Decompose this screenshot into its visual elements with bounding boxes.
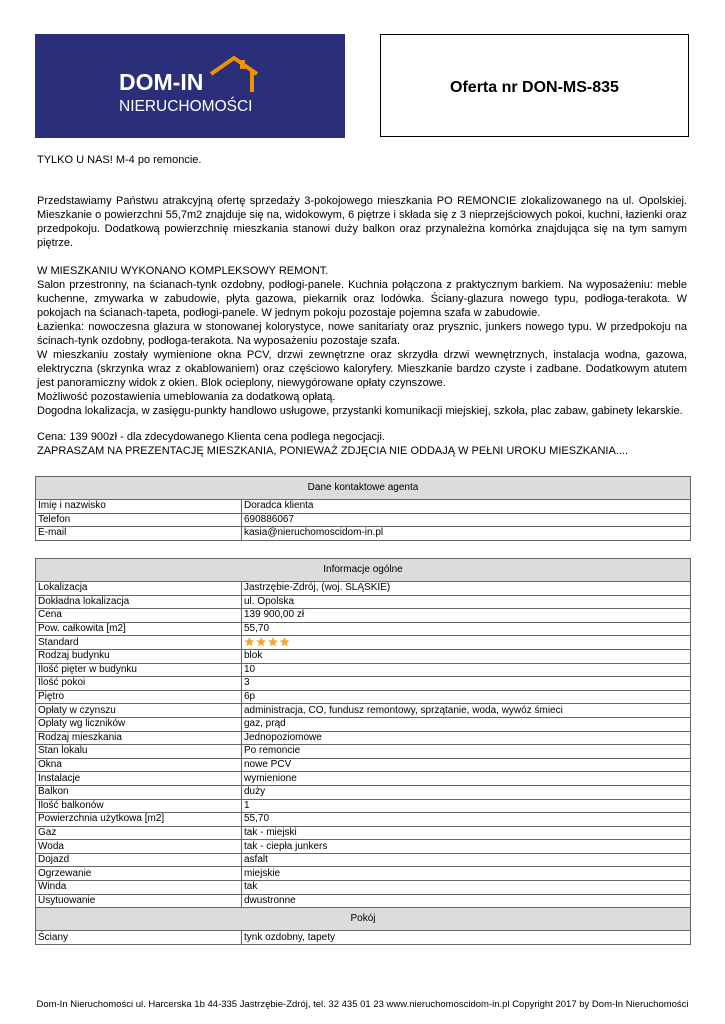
table-row xyxy=(36,867,691,881)
info-value: Po remoncie xyxy=(242,745,691,759)
info-label: Rodzaj mieszkania xyxy=(36,731,242,745)
table-row xyxy=(36,785,691,799)
offer-title: Oferta nr DON-MS-835 xyxy=(450,78,619,96)
renovation-line: Łazienka: nowoczesna glazura w stonowanej kolorystyce, nowe sanitariaty oraz prysznic, junkers nowego typu. W przedpokoju na ścinach-tynk ozdobny, podłoga-terakota. Na wyposażeniu pozostaje szafa. xyxy=(37,321,687,347)
renovation-line: W MIESZKANIU WYKONANO KOMPLEKSOWY REMONT. xyxy=(37,265,329,277)
price-line: Cena: 139 900zł - dla zdecydowanego Klienta cena podlega negocjacji. xyxy=(37,431,385,443)
renovation-line: Salon przestronny, na ścianach-tynk ozdobny, podłogi-panele. Kuchnia połączona z praktycznym barkiem. Na wyposażeniu: meble kuchenne, zmywarka w zabudowie, płyta gazowa, piekarnik oraz lodówka. Ściany-glazura nowego typu, podłoga-terakota. W pokojach na ścianach-tapeta, podłogi-panele. W jednym pokoju pozostaje pojemna szafa w zabudowie. xyxy=(37,279,687,319)
info-value: 55,70 xyxy=(242,813,691,827)
table-row xyxy=(36,677,691,691)
info-label: Ilość balkonów xyxy=(36,799,242,813)
general-info-table xyxy=(35,558,691,945)
headline-text xyxy=(37,153,687,167)
room-heading: Pokój xyxy=(36,908,691,931)
table-row xyxy=(36,500,691,514)
table-row xyxy=(36,931,691,945)
table-row xyxy=(36,881,691,895)
info-value: ul. Opolska xyxy=(242,595,691,609)
renovation-paragraph xyxy=(37,264,687,418)
info-label: Ogrzewanie xyxy=(36,867,242,881)
info-value: dwustronne xyxy=(242,894,691,908)
table-row xyxy=(36,649,691,663)
info-value: gaz, prąd xyxy=(242,717,691,731)
info-label: Okna xyxy=(36,758,242,772)
contact-heading: Dane kontaktowe agenta xyxy=(36,477,691,500)
info-label: Winda xyxy=(36,881,242,895)
info-label: Dojazd xyxy=(36,853,242,867)
table-row xyxy=(36,527,691,541)
renovation-line: Możliwość pozostawienia umeblowania za dodatkową opłatą. xyxy=(37,391,336,403)
info-label: Piętro xyxy=(36,690,242,704)
table-row xyxy=(36,704,691,718)
info-label: Gaz xyxy=(36,826,242,840)
contact-table xyxy=(35,476,691,541)
contact-label: E-mail xyxy=(36,527,242,541)
headline: TYLKO U NAS! M-4 po remoncie. xyxy=(37,154,202,166)
star-icon: ★ xyxy=(267,635,279,649)
table-row xyxy=(36,663,691,677)
info-label: Ilość pięter w budynku xyxy=(36,663,242,677)
offer-number-box xyxy=(380,34,689,137)
info-label: Ilość pokoi xyxy=(36,677,242,691)
info-value: nowe PCV xyxy=(242,758,691,772)
table-row xyxy=(36,799,691,813)
info-value: tak - miejski xyxy=(242,826,691,840)
info-label: Powierzchnia użytkowa [m2] xyxy=(36,813,242,827)
contact-value: 690886067 xyxy=(242,513,691,527)
renovation-line: Dogodna lokalizacja, w zasięgu-punkty handlowo usługowe, przystanki komunikacji miejskiej, szkoła, plac zabaw, gabinety lekarskie. xyxy=(37,405,683,417)
page-footer: Dom-In Nieruchomości ul. Harcerska 1b 44-335 Jastrzębie-Zdrój, tel. 32 435 01 23 www.nieruchomoscidom-in.pl Copyright 2017 by Dom-In Nieruchomości xyxy=(36,999,689,1010)
info-value: Jednopoziomowe xyxy=(242,731,691,745)
contact-label: Telefon xyxy=(36,513,242,527)
table-row xyxy=(36,772,691,786)
info-value: tynk ozdobny, tapety xyxy=(242,931,691,945)
info-value: 10 xyxy=(242,663,691,677)
info-label: Instalacje xyxy=(36,772,242,786)
contact-value: Doradca klienta xyxy=(242,500,691,514)
chimney-icon xyxy=(240,60,245,69)
logo-subtitle: NIERUCHOMOŚCI xyxy=(119,98,253,115)
intro-text: Przedstawiamy Państwu atrakcyjną ofertę sprzedaży 3-pokojowego mieszkania PO REMONCIE zlokalizowanego na ul. Opolskiej. Mieszkanie o powierzchni 55,7m2 znajduje się na, widokowym, 6 piętrze i składa się z 3 nieprzejściowych pokoi, kuchni, łazienki oraz przedpokoju. Dodatkową powierzchnię mieszkania stanowi duży balkon oraz przynależna komórka znajdująca się na tym samym piętrze. xyxy=(37,195,687,249)
logo-graphic xyxy=(35,34,345,138)
info-label: Ściany xyxy=(36,931,242,945)
table-row xyxy=(36,731,691,745)
intro-paragraph xyxy=(37,194,687,250)
info-value: 6p xyxy=(242,690,691,704)
info-label: Usytuowanie xyxy=(36,894,242,908)
info-label: Rodzaj budynku xyxy=(36,649,242,663)
table-row xyxy=(36,717,691,731)
info-value: tak xyxy=(242,881,691,895)
table-row xyxy=(36,636,691,650)
info-label: Opłaty w czynszu xyxy=(36,704,242,718)
info-label: Opłaty wg liczników xyxy=(36,717,242,731)
table-row xyxy=(36,840,691,854)
info-value: wymienione xyxy=(242,772,691,786)
standard-rating xyxy=(242,636,691,650)
table-row xyxy=(36,745,691,759)
contact-label: Imię i nazwisko xyxy=(36,500,242,514)
info-label: Pow. całkowita [m2] xyxy=(36,622,242,636)
table-row xyxy=(36,758,691,772)
table-row xyxy=(36,609,691,623)
invitation-line: ZAPRASZAM NA PREZENTACJĘ MIESZKANIA, PONIEWAŻ ZDJĘCIA NIE ODDAJĄ W PEŁNI UROKU MIESZKANIA.... xyxy=(37,445,629,457)
star-icon: ★ xyxy=(244,635,255,649)
star-icon: ★ xyxy=(255,635,267,649)
table-row xyxy=(36,826,691,840)
info-value: 1 xyxy=(242,799,691,813)
table-row xyxy=(36,582,691,596)
table-row xyxy=(36,853,691,867)
info-label: Cena xyxy=(36,609,242,623)
info-label: Balkon xyxy=(36,785,242,799)
info-value: miejskie xyxy=(242,867,691,881)
info-value: 55,70 xyxy=(242,622,691,636)
info-value: tak - ciepła junkers xyxy=(242,840,691,854)
table-row xyxy=(36,595,691,609)
info-value: blok xyxy=(242,649,691,663)
table-row xyxy=(36,622,691,636)
price-paragraph xyxy=(37,430,687,458)
info-label: Standard xyxy=(36,636,242,650)
general-heading: Informacje ogólne xyxy=(36,559,691,582)
star-icon: ★ xyxy=(279,635,291,649)
logo-brand: DOM-IN xyxy=(119,69,204,95)
table-row xyxy=(36,813,691,827)
info-value: administracja, CO, fundusz remontowy, sprzątanie, woda, wywóz śmieci xyxy=(242,704,691,718)
info-label: Stan lokalu xyxy=(36,745,242,759)
contact-email: kasia@nieruchomoscidom-in.pl xyxy=(242,527,691,541)
renovation-line: W mieszkaniu zostały wymienione okna PCV, drzwi zewnętrzne oraz skrzydła drzwi wewnętrznych, instalacja wodna, gazowa, elektryczna (skrzynka wraz z okablowaniem) oraz częściowo kaloryfery. Mieszkanie bardzo czyste i zadbane. Dodatkowym atutem jest panoramiczny widok z okien. Blok ocieplony, niewygórowane opłaty czynszowe. xyxy=(37,349,687,389)
company-logo xyxy=(35,34,345,138)
info-label: Lokalizacja xyxy=(36,582,242,596)
info-value: 139 900,00 zł xyxy=(242,609,691,623)
info-value: 3 xyxy=(242,677,691,691)
rating-stars xyxy=(244,637,290,648)
table-row xyxy=(36,513,691,527)
table-row xyxy=(36,690,691,704)
info-value: asfalt xyxy=(242,853,691,867)
info-value: Jastrzębie-Zdrój, (woj. ŚLĄSKIE) xyxy=(242,582,691,596)
info-value: duży xyxy=(242,785,691,799)
info-label: Woda xyxy=(36,840,242,854)
info-label: Dokładna lokalizacja xyxy=(36,595,242,609)
table-row xyxy=(36,894,691,908)
